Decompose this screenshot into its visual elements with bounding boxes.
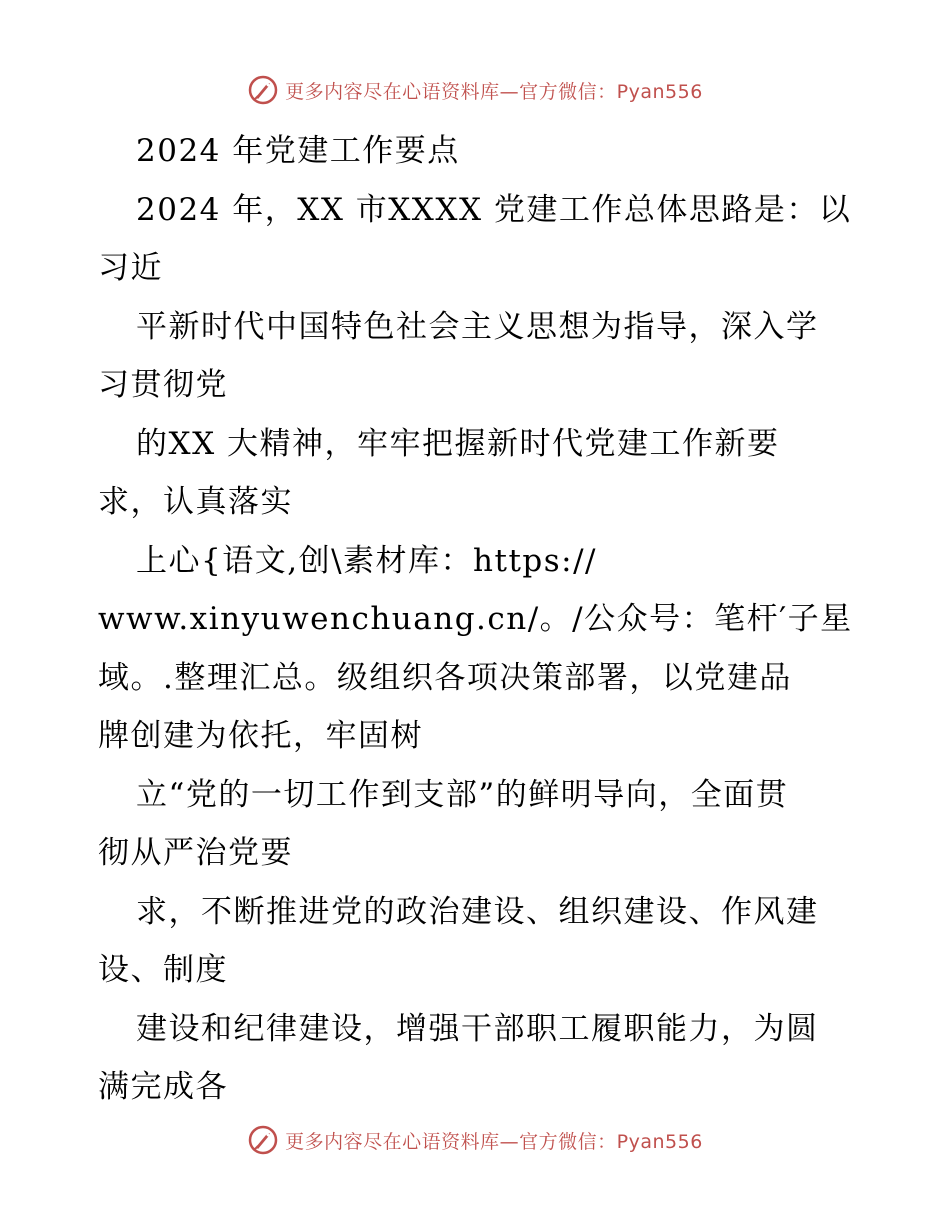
text-line: 满完成各 (98, 1069, 228, 1105)
watermark-text: 更多内容尽在心语资料库—官方微信：Pyan556 (285, 80, 703, 103)
text-line: 求，不断推进党的政治建设、组织建设、作风建 (136, 893, 819, 930)
text-line: 的XX 大精神，牢牢把握新时代党建工作新要 (136, 425, 780, 462)
text-line: 2024 年，XX 市XXXX 党建工作总体思路是：以 (136, 191, 852, 228)
text-line: 建设和纪律建设，增强干部职工履职能力，为圆 (136, 1010, 819, 1047)
text-line: 彻从严治党要 (98, 835, 293, 871)
text-line: 设、制度 (98, 952, 228, 988)
text-line: 立“党的一切工作到支部”的鲜明导向，全面贯 (136, 776, 789, 813)
text-line: 牌创建为依托，牢固树 (98, 718, 423, 754)
text-line: 习近 (98, 250, 163, 286)
pen-nib-icon (247, 74, 279, 106)
text-line: 平新时代中国特色社会主义思想为指导，深入学 (136, 308, 819, 345)
document-title: 2024 年党建工作要点 (136, 133, 460, 169)
text-line: 上心{语文,创\素材库：https:// (136, 542, 597, 579)
text-line: 求，认真落实 (98, 484, 293, 520)
footer-watermark-banner (0, 1120, 950, 1160)
text-line: 域。.整理汇总。级组织各项决策部署，以党建品 (98, 659, 792, 696)
pen-nib-icon (247, 1124, 279, 1156)
text-line: 习贯彻党 (98, 367, 228, 403)
header-watermark-banner (0, 70, 950, 110)
document-body (98, 122, 868, 1117)
text-line: www.xinyuwenchuang.cn/。/公众号：笔杆′子星 (98, 601, 853, 637)
watermark-text: 更多内容尽在心语资料库—官方微信：Pyan556 (285, 1130, 703, 1153)
